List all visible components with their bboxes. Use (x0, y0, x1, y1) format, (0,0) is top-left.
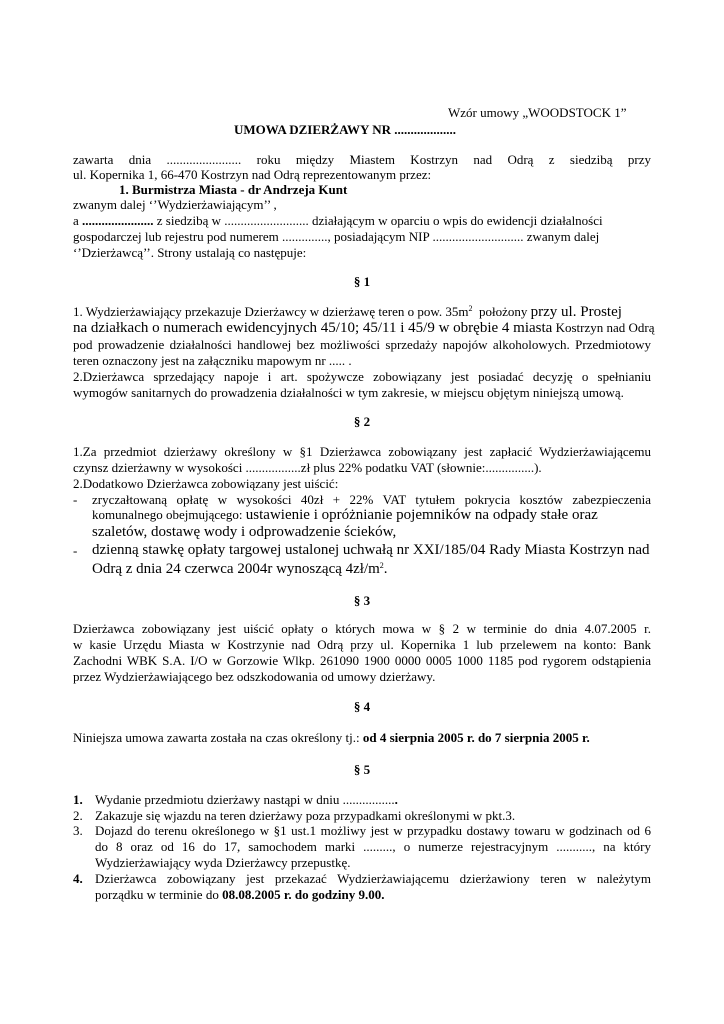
s3-line-4: przez Wydzierżawiającego bez odszkodowania od umowy dzierżawy. (73, 669, 436, 684)
section-3-heading: § 3 (353, 593, 371, 608)
s5-item-3-number: 3. (73, 823, 83, 838)
section-1-heading: § 1 (353, 274, 371, 289)
intro-line-1: zawarta dnia ....................... roku między Miastem Kostrzyn nad Odrą z siedzibą przy (73, 152, 651, 167)
s2-b2-line-2b: . (383, 561, 388, 577)
s1-p1-line-3: pod prowadzenie działalności handlowej bez możliwości sprzedaży napojów alkoholowych. Przedmiotowy (73, 337, 651, 352)
representative: 1. Burmistrza Miasta - dr Andrzeja Kunt (119, 182, 348, 197)
s2-b1-line-1: zryczałtowaną opłatę w wysokości 40zł + 22% VAT tytułem pokrycia kosztów zabezpieczenia (92, 492, 651, 507)
s3-line-1: Dzierżawca zobowiązany jest uiścić opłaty o których mowa w § 2 w terminie do dnia 4.07.2005 r. (73, 621, 651, 636)
s5-item-2: Zakazuje się wjazdu na teren dzierżawy poza przypadkami określonymi w pkt.3. (95, 808, 516, 823)
template-name: Wzór umowy „WOODSTOCK 1” (448, 105, 627, 120)
s4-text-main: Niniejsza umowa zawarta została na czas określony tj.: (73, 730, 360, 745)
bullet-dash-2: - (73, 543, 78, 558)
section-5-heading: § 5 (353, 762, 371, 777)
s5-item-1 (95, 792, 398, 808)
s2-b2-line-2a: Odrą z dnia 24 czerwca 2004r wynoszącą 4zł/m (92, 561, 380, 577)
s5-item-4-line-2a: porządku w terminie do (95, 887, 219, 902)
contract-title: UMOWA DZIERŻAWY NR ................... (234, 122, 456, 137)
s1-p1-line-1b: położony (479, 304, 528, 319)
s5-item-4-line-2 (95, 887, 384, 903)
s1-p2-line-1: 2.Dzierżawca sprzedający napoje i art. spożywcze zobowiązany jest posiadać decyzję o spełnianiu (73, 369, 651, 384)
section-2-heading: § 2 (353, 414, 371, 429)
s3-line-3: Zachodni WBK S.A. I/O w Gorzowie Wlkp. 261090 1900 0000 0005 1000 1185 pod rygorem odstąpienia (73, 653, 651, 668)
s5-item-1-end: . (394, 792, 398, 807)
intro-line-7: ‘’Dzierżawcą’’. Strony ustalają co następuje: (73, 245, 307, 260)
s2-b1-line-3: szaletów, dostawę wody i odprowadzenie ścieków, (92, 524, 397, 540)
s1-p1-line-1 (73, 304, 622, 320)
s1-p1-line-1a: 1. Wydzierżawiający przekazuje Dzierżawcy w dzierżawę teren o pow. 35m (73, 304, 469, 319)
lessor-alias: zwanym dalej ‘’Wydzierżawiającym’’ , (73, 197, 277, 212)
section-4-heading: § 4 (353, 699, 371, 714)
bullet-dash-1: - (73, 492, 78, 507)
s4-text (73, 730, 590, 746)
s2-p1-line-1: 1.Za przedmiot dzierżawy określony w §1 Dzierżawca zobowiązany jest zapłacić Wydzierżawiającemu (73, 444, 651, 459)
s5-item-4-number: 4. (73, 871, 83, 886)
s3-line-2: w kasie Urzędu Miasta w Kostrzynie nad Odrą przy ul. Kopernika 1 lub przelewem na konto: Bank (73, 637, 651, 652)
s1-p1-line-2a: na działkach o numerach ewidencyjnych 45/10; 45/11 i 45/9 w obrębie 4 miasta (73, 320, 553, 336)
intro-line-5-rest: z siedzibą w .......................... działającym w oparciu o wpis do ewidencji działalności (156, 213, 603, 228)
s5-item-3-line-3: Wydzierżawiający wyda Dzierżawcy przepustkę. (95, 855, 351, 870)
s2-b1-line-2a: komunalnego obejmującego: (92, 507, 243, 522)
s1-area-superscript: 2 (468, 304, 473, 313)
s2-b1-line-2 (92, 507, 598, 523)
s5-item-4-line-1: Dzierżawca zobowiązany jest przekazać Wydzierżawiającemu dzierżawiony teren w należytym (95, 871, 651, 886)
s5-item-3-line-2: do 8 oraz od 16 do 17, samochodem marki ........., o numerze rejestracyjnym ..........., na który (95, 839, 651, 854)
s5-item-4-deadline: 08.08.2005 r. do godziny 9.00. (222, 887, 385, 902)
s1-p1-line-1c: przy ul. Prostej (530, 304, 622, 320)
tenant-a: a (73, 213, 79, 228)
intro-line-6: gospodarczej lub rejestru pod numerem .............., posiadającym NIP ............................ zwanym dalej (73, 229, 600, 244)
s2-b1-line-2b: ustawienie i opróżnianie pojemników na odpady stałe oraz (245, 507, 598, 523)
s2-p1-line-2: czynsz dzierżawny w wysokości .................zł plus 22% podatku VAT (słownie:...............). (73, 460, 542, 475)
s2-b2-line-2 (92, 561, 388, 577)
s4-dates: od 4 sierpnia 2005 r. do 7 sierpnia 2005 r. (362, 730, 590, 745)
s5-item-3-line-1: Dojazd do terenu określonego w §1 ust.1 możliwy jest w przypadku dostawy towaru w godzinach od 6 (95, 823, 651, 838)
tenant-blank: ...................... (82, 213, 154, 228)
s1-p1-line-2 (73, 320, 654, 336)
s5-item-2-number: 2. (73, 808, 83, 823)
s2-rate-superscript: 2 (379, 561, 384, 570)
s5-item-1-text: Wydanie przedmiotu dzierżawy nastąpi w dniu ................ (95, 792, 395, 807)
s1-p1-line-4: teren oznaczony jest na załączniku mapowym nr ..... . (73, 353, 352, 368)
intro-line-5 (73, 213, 603, 229)
s2-b2-line-1: dzienną stawkę opłaty targowej ustalonej uchwałą nr XXI/185/04 Rady Miasta Kostrzyn nad (92, 542, 650, 558)
s2-p2-line-1: 2.Dodatkowo Dzierżawca zobowiązany jest uiścić: (73, 476, 339, 491)
s1-p2-line-2: wymogów sanitarnych do prowadzenia działalności w tym zakresie, w miejscu objętym niniejszą umową. (73, 385, 624, 400)
s5-item-1-number: 1. (73, 792, 83, 807)
intro-line-2: ul. Kopernika 1, 66-470 Kostrzyn nad Odrą reprezentowanym przez: (73, 167, 432, 182)
s1-p1-line-2b: Kostrzyn nad Odrą (555, 320, 655, 335)
